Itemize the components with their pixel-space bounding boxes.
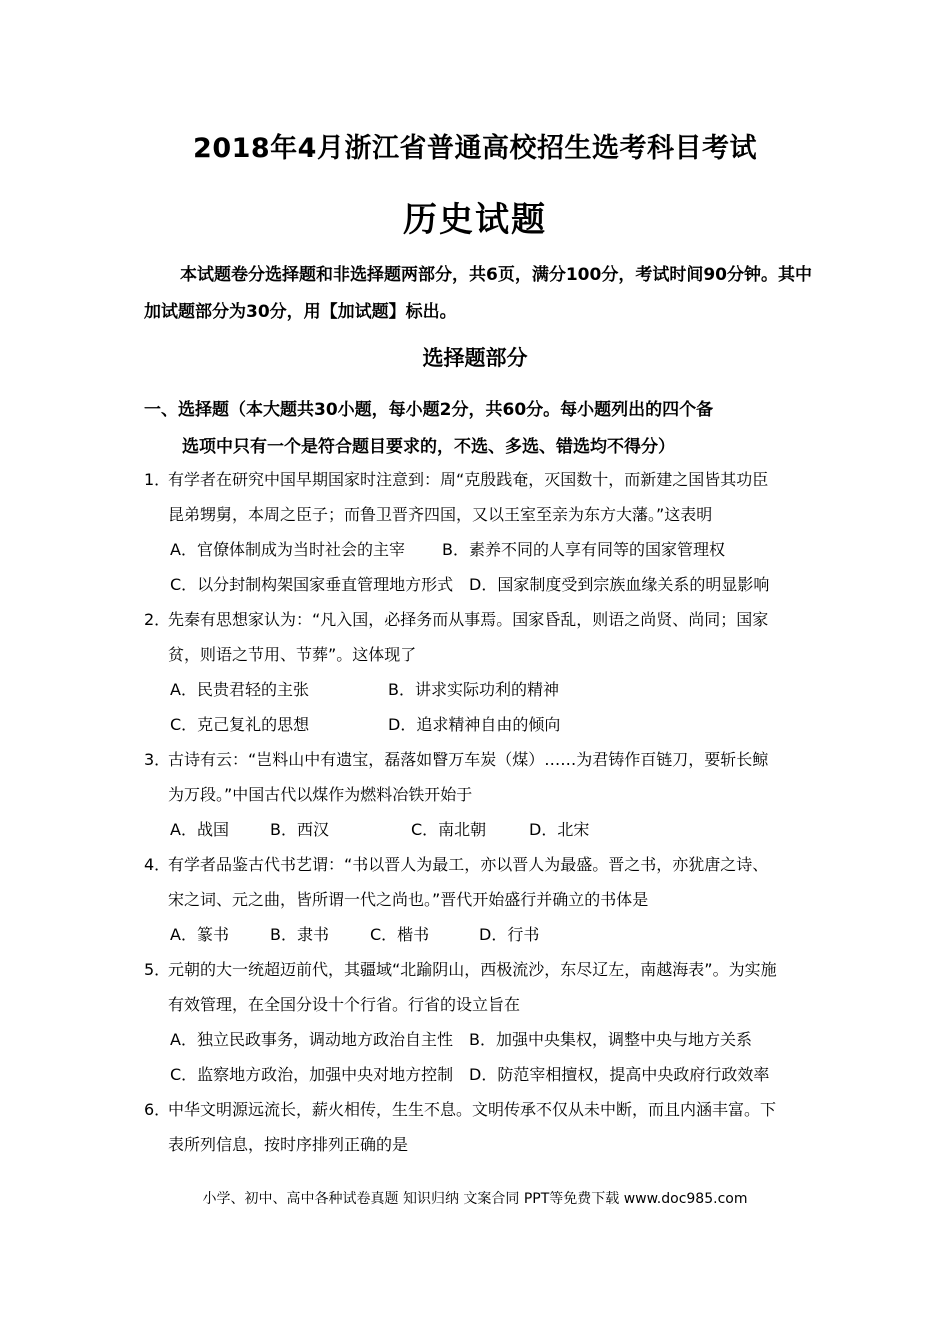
part-heading: [144, 392, 824, 466]
question-list: [144, 462, 816, 1162]
part-heading-line2: 选项中只有一个是符合题目要求的，不选、多选、错选均不得分）: [182, 437, 675, 457]
question-text-line: 贫，则语之节用、节葬”。这体现了: [168, 645, 417, 664]
option-a: A．独立民政事务，调动地方政治自主性: [170, 1030, 453, 1049]
question-number: 4．: [144, 855, 171, 874]
option-row: [144, 1022, 816, 1057]
section-title: 选择题部分: [422, 346, 528, 370]
question-text-line: 有学者品鉴古代书艺谓：“书以晋人为最工，亦以晋人为最盛。晋之书，亦犹唐之诗、: [168, 855, 769, 874]
exam-instructions: 本试题卷分选择题和非选择题两部分，共6页，满分100分，考试时间90分钟。其中加试题部分为30分，用【加试题】标出。: [144, 265, 812, 322]
option-row: [144, 707, 816, 742]
option-b: B．隶书: [270, 925, 329, 944]
exam-title: 2018年4月浙江省普通高校招生选考科目考试: [193, 133, 757, 164]
question-text-line: 有学者在研究中国早期国家时注意到：周“克殷践奄，灭国数十，而新建之国皆其功臣: [168, 470, 769, 489]
option-row: [144, 917, 816, 952]
option-b: B．加强中央集权，调整中央与地方关系: [469, 1030, 752, 1049]
question-text-line: 昆弟甥舅，本周之臣子；而鲁卫晋齐四国，又以王室至亲为东方大藩。”这表明: [168, 505, 713, 524]
download-footer: 小学、初中、高中各种试卷真题 知识归纳 文案合同 PPT等免费下载 www.doc985.com: [202, 1191, 748, 1207]
option-c: C．楷书: [370, 925, 430, 944]
question-number: 5．: [144, 960, 171, 979]
option-b: B．西汉: [270, 820, 329, 839]
question-text-line: 有效管理，在全国分设十个行省。行省的设立旨在: [168, 995, 521, 1014]
question-text-line: 古诗有云：“岂料山中有遗宝，磊落如瞖万车炭（煤）……为君铸作百链刀，要斩长鲸: [168, 750, 769, 769]
question-text-line: 为万段。”中国古代以煤作为燃料冶铁开始于: [168, 785, 473, 804]
option-a: A．战国: [170, 820, 229, 839]
option-row: [144, 672, 816, 707]
question-2: [144, 602, 816, 742]
option-a: A．民贵君轻的主张: [170, 680, 309, 699]
option-d: D．防范宰相擅权，提高中央政府行政效率: [469, 1065, 770, 1084]
option-row: [144, 812, 816, 847]
question-number: 2．: [144, 610, 171, 629]
option-row: [144, 567, 816, 602]
question-text-line: 中华文明源远流长，薪火相传，生生不息。文明传承不仅从未中断，而且内涵丰富。下: [168, 1100, 777, 1119]
part-heading-line1: 一、选择题（本大题共30小题，每小题2分，共60分。每小题列出的四个备: [144, 400, 714, 420]
exam-subtitle: 历史试题: [403, 200, 547, 240]
question-3: [144, 742, 816, 847]
question-text-line: 先秦有思想家认为：“凡入国，必择务而从事焉。国家昏乱，则语之尚贤、尚同；国家: [168, 610, 769, 629]
question-number: 1．: [144, 470, 171, 489]
option-c: C．以分封制构架国家垂直管理地方形式: [170, 575, 454, 594]
option-d: D．国家制度受到宗族血缘关系的明显影响: [469, 575, 770, 594]
option-d: D．北宋: [529, 820, 590, 839]
option-b: B．讲求实际功利的精神: [388, 680, 559, 699]
question-5: [144, 952, 816, 1092]
question-4: [144, 847, 816, 952]
option-c: C．克己复礼的思想: [170, 715, 310, 734]
question-text-line: 表所列信息，按时序排列正确的是: [168, 1135, 409, 1154]
question-text-line: 元朝的大一统超迈前代，其疆域“北踰阴山，西极流沙，东尽辽左，南越海表”。为实施: [168, 960, 777, 979]
option-a: A．篆书: [170, 925, 229, 944]
option-row: [144, 1057, 816, 1092]
question-1: [144, 462, 816, 602]
option-d: D．行书: [479, 925, 540, 944]
option-c: C．监察地方政治，加强中央对地方控制: [170, 1065, 454, 1084]
option-b: B．素养不同的人享有同等的国家管理权: [442, 540, 725, 559]
question-number: 6．: [144, 1100, 171, 1119]
option-a: A．官僚体制成为当时社会的主宰: [170, 540, 405, 559]
option-d: D．追求精神自由的倾向: [388, 715, 561, 734]
question-6: [144, 1092, 816, 1162]
question-text-line: 宋之词、元之曲，皆所谓一代之尚也。”晋代开始盛行并确立的书体是: [168, 890, 649, 909]
option-c: C．南北朝: [411, 820, 487, 839]
question-number: 3．: [144, 750, 171, 769]
option-row: [144, 532, 816, 567]
